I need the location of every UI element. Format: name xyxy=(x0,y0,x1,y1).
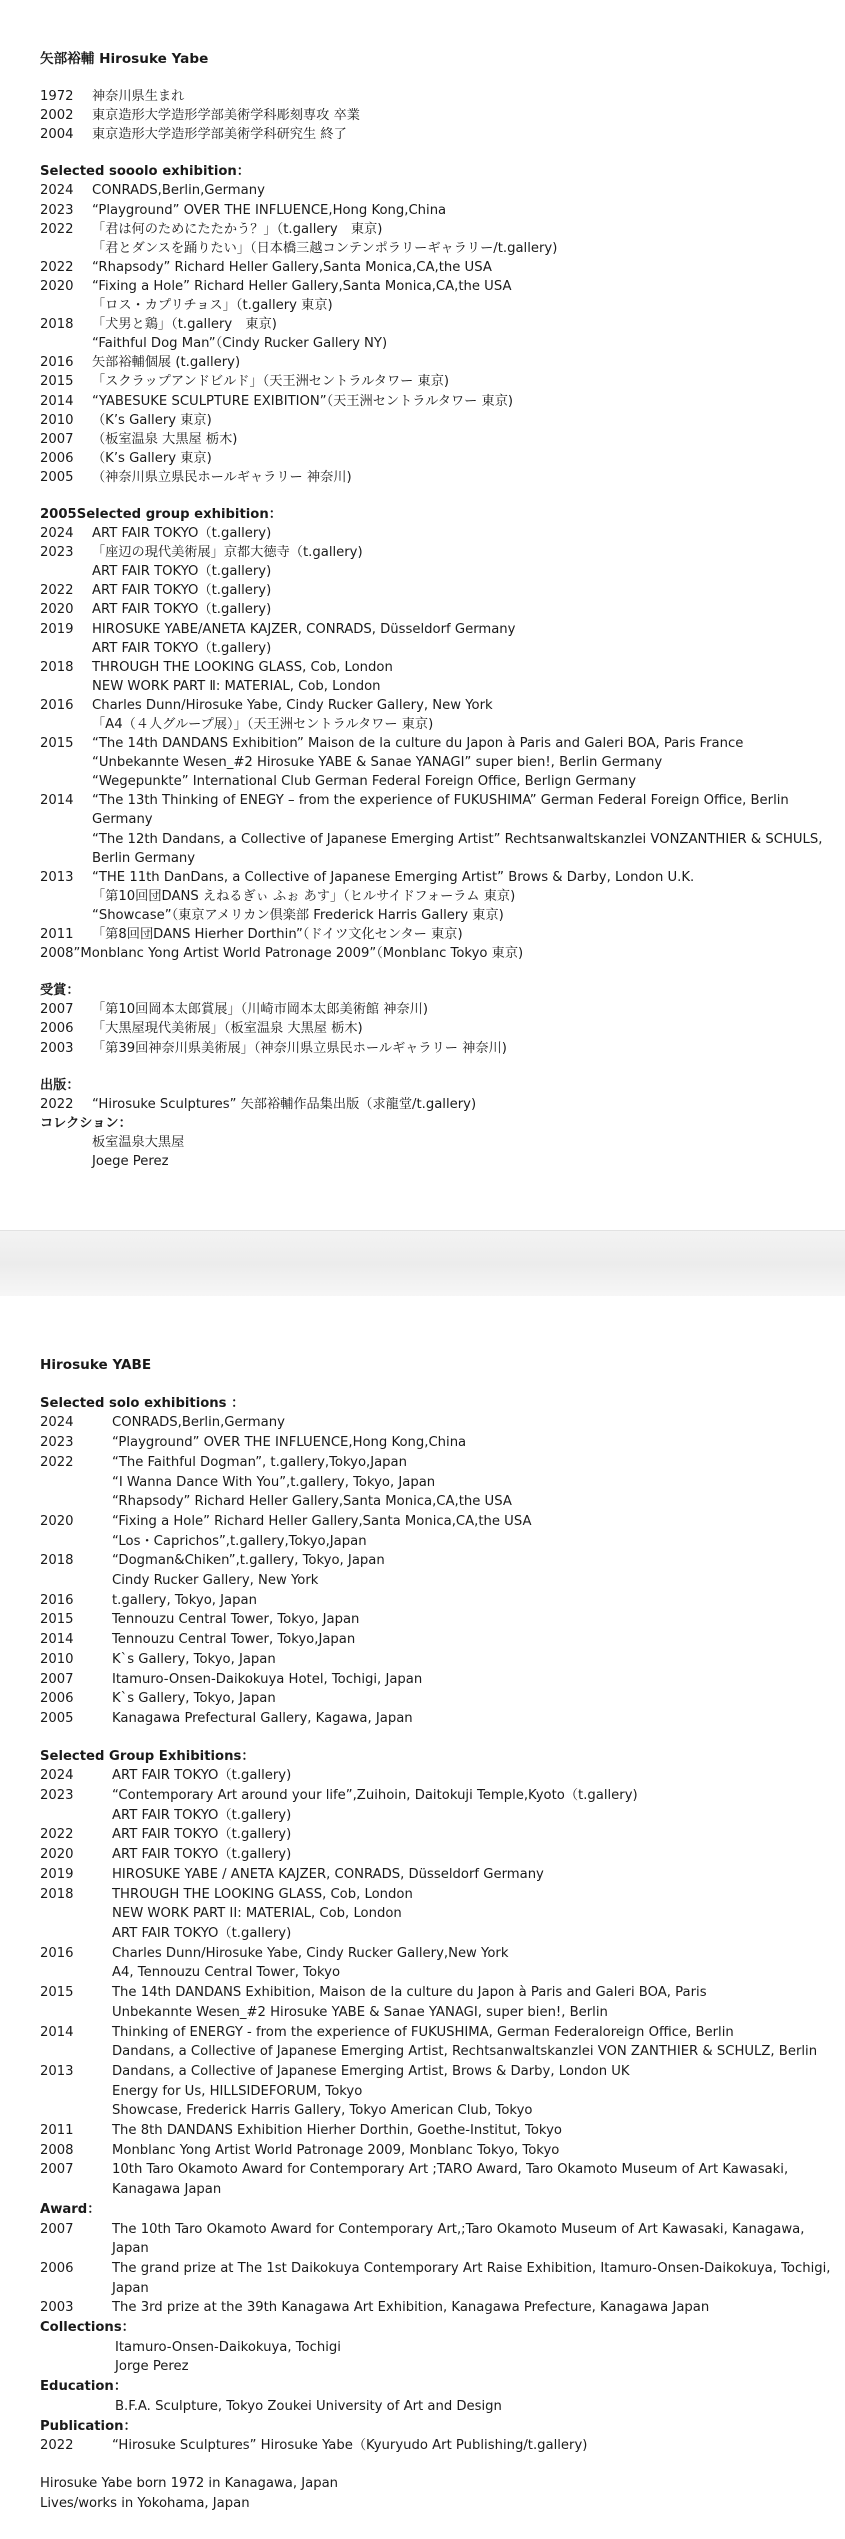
entry-year: 2023 xyxy=(40,545,74,561)
entry-text: 「座辺の現代美術展」京都大徳寺（t.gallery) xyxy=(92,545,363,561)
cv-entry-row xyxy=(40,315,837,334)
awards-heading: 受賞： xyxy=(40,983,80,999)
cv-entry-row xyxy=(40,562,837,581)
entry-year xyxy=(40,1532,112,1552)
entry-year xyxy=(40,887,92,906)
cv-entry-row xyxy=(40,1904,837,1924)
cv-entry-row xyxy=(40,392,837,411)
collection-entry: Itamuro-Onsen-Daikokuya, Tochigi xyxy=(115,2339,341,2355)
entry-text: “Playground” OVER THE INFLUENCE,Hong Kong,China xyxy=(112,1435,467,1451)
entry-text: 「A4（４人グループ展）」（天王洲セントラルタワー 東京) xyxy=(92,717,434,732)
cv-entry-row xyxy=(40,372,837,391)
cv-entry-row xyxy=(40,1885,837,1905)
entry-text: 「第10回団DANS えねるぎぃ ふぉ あす」（ヒルサイドフォーラム 東京) xyxy=(92,888,516,904)
cv-entry-row xyxy=(40,600,837,619)
entry-text: “Wegepunkte” International Club German Federal Foreign Office, Berlign Germany xyxy=(92,774,637,790)
entry-year xyxy=(40,1904,112,1924)
entry-year: 2016 xyxy=(40,1945,74,1961)
collection-entry: Jorge Perez xyxy=(115,2359,189,2375)
entry-year: 2016 xyxy=(40,355,74,371)
entry-text: “The 12th Dandans, a Collective of Japanese Emerging Artist” Rechtsanwaltskanzlei VONZANTHIER & SCHULS, Berlin Germany xyxy=(92,831,823,866)
cv-entry-row xyxy=(40,1865,837,1885)
artist-name-title: 矢部裕輔 Hirosuke Yabe xyxy=(40,51,209,67)
entry-year: 2013 xyxy=(40,2063,74,2079)
cv-page-japanese xyxy=(0,0,845,1230)
cv-page-english xyxy=(0,1296,845,2539)
entry-text: ART FAIR TOKYO（t.gallery) xyxy=(92,640,272,656)
entry-text: Tennouzu Central Tower, Tokyo,Japan xyxy=(112,1632,356,1648)
entry-year: 2022 xyxy=(40,1454,74,1470)
cv-entry-row xyxy=(40,887,837,906)
cv-entry-row xyxy=(40,239,837,258)
entry-text: THROUGH THE LOOKING GLASS, Cob, London xyxy=(92,659,393,675)
cv-entry-row xyxy=(40,1786,837,1806)
cv-entry-row xyxy=(40,696,837,715)
entry-text: The 10th Taro Okamoto Award for Contemporary Art,;Taro Okamoto Museum of Art Kawasaki, Kanagawa, Japan xyxy=(112,2221,805,2257)
cv-entry-row xyxy=(40,2121,837,2141)
entry-text: Unbekannte Wesen_#2 Hirosuke YABE & Sanae YANAGI, super bien!, Berlin xyxy=(112,2004,608,2020)
entry-year: 2020 xyxy=(40,1847,74,1863)
entry-text: ART FAIR TOKYO（t.gallery) xyxy=(112,1768,292,1784)
entry-year: 2007 xyxy=(40,2221,74,2237)
entry-year: 2003 xyxy=(40,2300,74,2316)
cv-entry-row xyxy=(40,1630,837,1650)
cv-entry-row xyxy=(40,734,837,753)
entry-year xyxy=(40,1806,112,1826)
entry-year: 2024 xyxy=(40,1768,74,1784)
publication-list xyxy=(40,2436,837,2456)
entry-year: 2023 xyxy=(40,1435,74,1451)
entry-year: 2007 xyxy=(40,2162,74,2178)
cv-entry-row xyxy=(40,2003,837,2023)
cv-entry-row xyxy=(40,258,837,277)
collection-list xyxy=(40,1133,837,1171)
solo-exhibitions-heading: Selected solo exhibitions ： xyxy=(40,1395,245,1411)
entry-text: The 3rd prize at the 39th Kanagawa Art Exhibition, Kanagawa Prefecture, Kanagawa Japan xyxy=(112,2300,710,2316)
entry-text: Dandans, a Collective of Japanese Emerging Artist, Brows & Darby, London UK xyxy=(112,2063,630,2079)
cv-entry-row xyxy=(40,1766,837,1786)
entry-year: 2024 xyxy=(40,183,74,199)
cv-entry-row xyxy=(40,468,837,487)
entry-text: “THE 11th DanDans, a Collective of Japanese Emerging Artist” Brows & Darby, London U.K. xyxy=(92,869,695,885)
cv-entry-row xyxy=(40,1610,837,1630)
entry-text: 「君は何のためにたたかう？」（t.gallery 東京) xyxy=(92,221,383,237)
entry-year: 2006 xyxy=(40,2260,74,2276)
entry-year: 2007 xyxy=(40,1002,74,1018)
entry-text: 矢部裕輔個展 (t.gallery) xyxy=(92,355,241,371)
cv-entry-row xyxy=(40,1650,837,1670)
entry-year: 2022 xyxy=(40,583,74,599)
entry-text: CONRADS,Berlin,Germany xyxy=(92,183,265,199)
cv-entry-row xyxy=(40,201,837,220)
entry-year xyxy=(40,239,92,258)
entry-text: Dandans, a Collective of Japanese Emerging Artist, Rechtsanwaltskanzlei VON ZANTHIER & SCHULZ, Berlin xyxy=(112,2044,818,2060)
entry-year: 2007 xyxy=(40,431,74,447)
entry-text: 「スクラップアンドビルド」（天王洲セントラルタワー 東京) xyxy=(92,374,450,390)
entry-text: “Los・Caprichos”,t.gallery,Tokyo,Japan xyxy=(112,1533,367,1549)
entry-year: 2016 xyxy=(40,1592,74,1608)
cv-entry-row xyxy=(40,449,837,468)
entry-text: Cindy Rucker Gallery, New York xyxy=(112,1573,319,1589)
cv-entry-row xyxy=(40,1473,837,1493)
cv-entry-row xyxy=(40,1039,837,1058)
education-entry: B.F.A. Sculpture, Tokyo Zoukei University of Art and Design xyxy=(115,2398,502,2414)
entry-text: HIROSUKE YABE/ANETA KAJZER, CONRADS, Düsseldorf Germany xyxy=(92,621,516,637)
solo-exhibitions-list xyxy=(40,181,837,487)
entry-text: The 14th DANDANS Exhibition, Maison de la culture du Japon à Paris and Galeri BOA, Paris xyxy=(112,1985,707,2001)
entry-text: 10th Taro Okamoto Award for Contemporary Art ;TARO Award, Taro Okamoto Museum of Art Kawasaki, Kanagawa Japan xyxy=(112,2162,789,2198)
entry-text: “I Wanna Dance With You”,t.gallery, Tokyo, Japan xyxy=(112,1474,436,1490)
entry-text: “Hirosuke Sculptures” 矢部裕輔作品集出版（求龍堂/t.gallery) xyxy=(92,1096,477,1112)
cv-entry-row xyxy=(40,1433,837,1453)
publication-heading: Publication： xyxy=(40,2418,137,2434)
entry-year: 2005 xyxy=(40,469,74,485)
entry-text: ART FAIR TOKYO（t.gallery) xyxy=(92,602,272,618)
entry-year: 2015 xyxy=(40,374,74,390)
entry-text: ART FAIR TOKYO（t.gallery) xyxy=(92,583,272,599)
entry-year xyxy=(40,772,92,791)
entry-year: 2019 xyxy=(40,1866,74,1882)
entry-year xyxy=(40,1492,112,1512)
cv-entry-row xyxy=(40,411,837,430)
artist-name-title: Hirosuke YABE xyxy=(40,1357,152,1373)
entry-text: Kanagawa Prefectural Gallery, Kagawa, Japan xyxy=(112,1710,413,1726)
entry-year: 2004 xyxy=(40,127,74,143)
entry-text: “The Faithful Dogman”, t.gallery,Tokyo,Japan xyxy=(112,1454,407,1470)
entry-text: 「大黒屋現代美術展」（板室温泉 大黒屋 栃木) xyxy=(92,1021,363,1037)
entry-year: 2020 xyxy=(40,1513,74,1529)
cv-entry-row xyxy=(40,2220,837,2259)
entry-text: “The 14th DANDANS Exhibition” Maison de la culture du Japon à Paris and Galeri BOA, Paris France xyxy=(92,736,744,752)
entry-year: 2014 xyxy=(40,2024,74,2040)
entry-year: 2022 xyxy=(40,2438,74,2454)
education-heading: Education： xyxy=(40,2379,128,2395)
cv-entry-row xyxy=(40,620,837,639)
entry-year: 2018 xyxy=(40,1553,74,1569)
entry-text: 「犬男と鶏」（t.gallery 東京) xyxy=(92,317,277,333)
entry-text: Energy for Us, HILLSIDEFORUM, Tokyo xyxy=(112,2083,363,2099)
collections-list xyxy=(40,2338,837,2377)
spacer xyxy=(40,2456,837,2474)
entry-text: “Contemporary Art around your life”,Zuihoin, Daitokuji Temple,Kyoto（t.gallery) xyxy=(112,1788,638,1804)
cv-entry-row xyxy=(40,2062,837,2082)
cv-content-english xyxy=(40,1356,837,2513)
entry-year: 2011 xyxy=(40,927,74,943)
entry-text: Thinking of ENERGY - from the experience of FUKUSHIMA, German Federaloreign Office, Berlin xyxy=(112,2024,734,2040)
cv-entry-row xyxy=(40,1924,837,1944)
entry-text: 東京造形大学造形学部美術学科彫刻専攻 卒業 xyxy=(92,108,360,124)
entry-text: ART FAIR TOKYO（t.gallery) xyxy=(112,1807,292,1823)
entry-text: “Fixing a Hole” Richard Heller Gallery,Santa Monica,CA,the USA xyxy=(112,1513,532,1529)
entry-year: 2014 xyxy=(40,1632,74,1648)
entry-year xyxy=(40,715,92,734)
entry-year xyxy=(40,677,92,696)
entry-text: “Dogman&Chiken”,t.gallery, Tokyo, Japan xyxy=(112,1553,385,1569)
cv-entry-row xyxy=(40,1983,837,2003)
collection-entry: 板室温泉大黒屋 xyxy=(92,1134,185,1150)
entry-year xyxy=(40,1473,112,1493)
entry-year: 2015 xyxy=(40,1612,74,1628)
entry-text: Charles Dunn/Hirosuke Yabe, Cindy Rucker Gallery,New York xyxy=(112,1945,509,1961)
entry-text: （板室温泉 大黒屋 栃木) xyxy=(92,431,238,447)
entry-text: ART FAIR TOKYO（t.gallery) xyxy=(112,1827,292,1843)
entry-year: 2019 xyxy=(40,621,74,637)
cv-entry-row xyxy=(40,1019,837,1038)
entry-year xyxy=(40,906,92,925)
group-exhibitions-heading: 2005Selected group exhibition： xyxy=(40,506,282,522)
entry-year: 2006 xyxy=(40,450,74,466)
cv-entry-row xyxy=(40,524,837,543)
entry-text: Showcase, Frederick Harris Gallery, Tokyo American Club, Tokyo xyxy=(112,2103,533,2119)
entry-year xyxy=(40,1571,112,1591)
entry-text: ART FAIR TOKYO（t.gallery) xyxy=(92,526,272,542)
entry-text: ART FAIR TOKYO（t.gallery) xyxy=(112,1847,292,1863)
entry-text: HIROSUKE YABE / ANETA KAJZER, CONRADS, Düsseldorf Germany xyxy=(112,1866,544,1882)
entry-text: “Unbekannte Wesen_#2 Hirosuke YABE & Sanae YANAGI” super bien!, Berlin Germany xyxy=(92,755,663,771)
entry-text: “YABESUKE SCULPTURE EXIBITION”（天王洲セントラルタワー 東京) xyxy=(92,393,514,409)
cv-entry-row xyxy=(40,277,837,296)
entry-year xyxy=(40,296,92,315)
cv-entry-row xyxy=(40,1571,837,1591)
cv-entry-row xyxy=(40,1944,837,1964)
entry-text: Monblanc Yong Artist World Patronage 2009, Monblanc Tokyo, Tokyo xyxy=(112,2142,560,2158)
cv-entry-row xyxy=(40,639,837,658)
entry-text: 「第8回団DANS Hierher Dorthin”（ドイツ文化センター 東京) xyxy=(92,927,463,943)
entry-year: 2022 xyxy=(40,1096,74,1112)
entry-year xyxy=(40,753,92,772)
cv-entry-row xyxy=(40,181,837,200)
entry-year xyxy=(40,2003,112,2023)
entry-text: “Rhapsody” Richard Heller Gallery,Santa Monica,CA,the USA xyxy=(92,259,492,275)
cv-entry-row xyxy=(40,1670,837,1690)
cv-entry-row xyxy=(40,868,837,887)
entry-year: 2022 xyxy=(40,259,74,275)
entry-text: （K’s Gallery 東京) xyxy=(92,450,212,466)
cv-entry-row xyxy=(40,772,837,791)
entry-text: K`s Gallery, Tokyo, Japan xyxy=(112,1691,276,1707)
entry-text: “Showcase”（東京アメリカン倶楽部 Frederick Harris Gallery 東京) xyxy=(92,907,504,923)
entry-year: 2003 xyxy=(40,1040,74,1056)
entry-year: 2013 xyxy=(40,869,74,885)
entry-year: 2008 xyxy=(40,2142,74,2158)
publication-list xyxy=(40,1095,837,1114)
entry-year: 2010 xyxy=(40,1651,74,1667)
entry-year: 2018 xyxy=(40,317,74,333)
entry-year: 2020 xyxy=(40,602,74,618)
entry-year: 2014 xyxy=(40,793,74,809)
entry-text: NEW WORK PART Ⅱ: MATERIAL, Cob, London xyxy=(92,678,381,694)
cv-entry-row xyxy=(40,1492,837,1512)
cv-entry-row xyxy=(40,1512,837,1532)
entry-text: A4, Tennouzu Central Tower, Tokyo xyxy=(112,1965,341,1981)
entry-text: 神奈川県生まれ xyxy=(92,89,185,105)
entry-text: 「第39回神奈川県美術展」（神奈川県立県民ホールギャラリー 神奈川) xyxy=(92,1040,507,1056)
cv-entry-row xyxy=(40,220,837,239)
entry-text: 「君とダンスを踊りたい」（日本橋三越コンテンポラリーギャラリー/t.gallery) xyxy=(92,240,558,256)
entry-year xyxy=(40,562,92,581)
cv-entry-row xyxy=(40,1095,837,1114)
awards-list xyxy=(40,2220,837,2319)
cv-entry-row xyxy=(40,2160,837,2199)
entry-text: “Fixing a Hole” Richard Heller Gallery,Santa Monica,CA,the USA xyxy=(92,278,512,294)
biography-list xyxy=(40,87,837,144)
entry-text: Itamuro-Onsen-Daikokuya Hotel, Tochigi, Japan xyxy=(112,1671,423,1687)
cv-entry-row xyxy=(40,2298,837,2318)
cv-entry-row xyxy=(40,296,837,315)
cv-entry-row xyxy=(40,2023,837,2043)
entry-year xyxy=(40,334,92,353)
collections-heading: Collections： xyxy=(40,2320,135,2336)
entry-year: 2002 xyxy=(40,108,74,124)
entry-year: 2006 xyxy=(40,1691,74,1707)
cv-content-japanese xyxy=(40,50,837,1171)
entry-text: 「ロス・カプリチョス」（t.gallery 東京) xyxy=(92,298,333,314)
entry-text: 東京造形大学造形学部美術学科研究生 終了 xyxy=(92,127,347,143)
group-exhibitions-heading: Selected Group Exhibitions： xyxy=(40,1748,255,1764)
publication-heading: 出版： xyxy=(40,1077,80,1093)
entry-year xyxy=(40,2082,112,2102)
entry-text: “Rhapsody” Richard Heller Gallery,Santa Monica,CA,the USA xyxy=(112,1494,512,1510)
cv-entry-row xyxy=(40,1532,837,1552)
cv-entry-row xyxy=(40,581,837,600)
entry-year: 2022 xyxy=(40,221,74,237)
entry-year xyxy=(40,2101,112,2121)
cv-entry-row xyxy=(40,925,837,944)
residence-note: Lives/works in Yokohama, Japan xyxy=(40,2495,250,2511)
entry-year: 2015 xyxy=(40,1985,74,2001)
entry-year: 2010 xyxy=(40,412,74,428)
entry-year: 2011 xyxy=(40,2123,74,2139)
cv-entry-row xyxy=(40,1845,837,1865)
cv-entry-row xyxy=(40,753,837,772)
entry-text: “The 13th Thinking of ENEGY – from the experience of FUKUSHIMA” German Federal Foreign Office, Berlin Germany xyxy=(92,793,789,828)
entry-year: 2023 xyxy=(40,202,74,218)
cv-entry-row xyxy=(40,1551,837,1571)
entry-text: ART FAIR TOKYO（t.gallery) xyxy=(112,1925,292,1941)
cv-entry-row xyxy=(40,1963,837,1983)
cv-entry-row xyxy=(40,1413,837,1433)
entry-year xyxy=(40,1963,112,1983)
cv-entry-row xyxy=(40,125,837,144)
cv-entry-row xyxy=(40,2042,837,2062)
solo-exhibitions-heading: Selected sooolo exhibition： xyxy=(40,164,250,180)
cv-entry-row xyxy=(40,1591,837,1611)
cv-entry-row xyxy=(40,87,837,106)
cv-entry-row xyxy=(40,906,837,925)
group-exhibitions-list xyxy=(40,524,837,944)
collection-entry: Joege Perez xyxy=(92,1153,169,1169)
page-separator xyxy=(0,1230,845,1298)
entry-text: Charles Dunn/Hirosuke Yabe, Cindy Rucker Gallery, New York xyxy=(92,697,493,713)
cv-entry-row xyxy=(40,715,837,734)
entry-text: THROUGH THE LOOKING GLASS, Cob, London xyxy=(112,1886,413,1902)
entry-text: The 8th DANDANS Exhibition Hierher Dorthin, Goethe-Institut, Tokyo xyxy=(112,2123,562,2139)
entry-year: 2024 xyxy=(40,1415,74,1431)
entry-text: Tennouzu Central Tower, Tokyo, Japan xyxy=(112,1612,360,1628)
entry-year: 2006 xyxy=(40,1021,74,1037)
entry-year: 2020 xyxy=(40,278,74,294)
entry-year: 2023 xyxy=(40,1788,74,1804)
entry-year xyxy=(40,639,92,658)
entry-text: K`s Gallery, Tokyo, Japan xyxy=(112,1651,276,1667)
cv-entry-row xyxy=(40,1000,837,1019)
entry-year: 2007 xyxy=(40,1671,74,1687)
entry-year: 2016 xyxy=(40,697,74,713)
group-exhibitions-list xyxy=(40,1766,837,2199)
cv-entry-row xyxy=(40,1806,837,1826)
cv-entry-row xyxy=(40,1453,837,1473)
cv-entry-row xyxy=(40,106,837,125)
cv-entry-row xyxy=(40,830,837,868)
birth-note: Hirosuke Yabe born 1972 in Kanagawa, Japan xyxy=(40,2475,339,2491)
cv-entry-row xyxy=(40,2082,837,2102)
entry-year: 2022 xyxy=(40,1827,74,1843)
cv-entry-row xyxy=(40,677,837,696)
entry-year: 2018 xyxy=(40,659,74,675)
entry-text: 「第10回岡本太郎賞展」（川崎市岡本太郎美術館 神奈川) xyxy=(92,1002,429,1018)
entry-year: 2018 xyxy=(40,1886,74,1902)
cv-entry-row xyxy=(40,543,837,562)
entry-text: t.gallery, Tokyo, Japan xyxy=(112,1592,257,1608)
entry-year: 2015 xyxy=(40,736,74,752)
entry-year xyxy=(40,2042,112,2062)
awards-heading: Award： xyxy=(40,2201,101,2217)
entry-text: ART FAIR TOKYO（t.gallery) xyxy=(92,564,272,580)
cv-entry-row xyxy=(40,2101,837,2121)
cv-entry-row xyxy=(40,658,837,677)
entry-year: 2014 xyxy=(40,393,74,409)
cv-entry-row xyxy=(40,1709,837,1729)
cv-entry-row xyxy=(40,1689,837,1709)
cv-entry-row xyxy=(40,334,837,353)
entry-text: （K’s Gallery 東京) xyxy=(92,412,212,428)
group-exhibition-entry: 2008”Monblanc Yong Artist World Patronage 2009”（Monblanc Tokyo 東京) xyxy=(40,946,524,962)
cv-entry-row xyxy=(40,791,837,829)
awards-list xyxy=(40,1000,837,1057)
cv-entry-row xyxy=(40,2141,837,2161)
entry-year: 2024 xyxy=(40,526,74,542)
cv-entry-row xyxy=(40,2259,837,2298)
cv-entry-row xyxy=(40,353,837,372)
cv-entry-row xyxy=(40,1825,837,1845)
entry-text: “Faithful Dog Man”（Cindy Rucker Gallery NY) xyxy=(92,336,388,352)
collection-heading: コレクション： xyxy=(40,1115,132,1131)
solo-exhibitions-list xyxy=(40,1413,837,1728)
entry-text: “Playground” OVER THE INFLUENCE,Hong Kong,China xyxy=(92,202,447,218)
cv-entry-row xyxy=(40,2436,837,2456)
entry-year: 2005 xyxy=(40,1710,74,1726)
entry-year xyxy=(40,1924,112,1944)
entry-year xyxy=(40,830,92,868)
entry-text: CONRADS,Berlin,Germany xyxy=(112,1415,285,1431)
entry-year: 1972 xyxy=(40,89,74,105)
entry-text: （神奈川県立県民ホールギャラリー 神奈川) xyxy=(92,469,352,485)
entry-text: NEW WORK PART II: MATERIAL, Cob, London xyxy=(112,1906,402,1922)
entry-text: The grand prize at The 1st Daikokuya Contemporary Art Raise Exhibition, Itamuro-Onsen-Daikokuya, Tochigi, Japan xyxy=(112,2260,831,2296)
entry-text: “Hirosuke Sculptures” Hirosuke Yabe（Kyuryudo Art Publishing/t.gallery) xyxy=(112,2438,588,2454)
cv-entry-row xyxy=(40,430,837,449)
